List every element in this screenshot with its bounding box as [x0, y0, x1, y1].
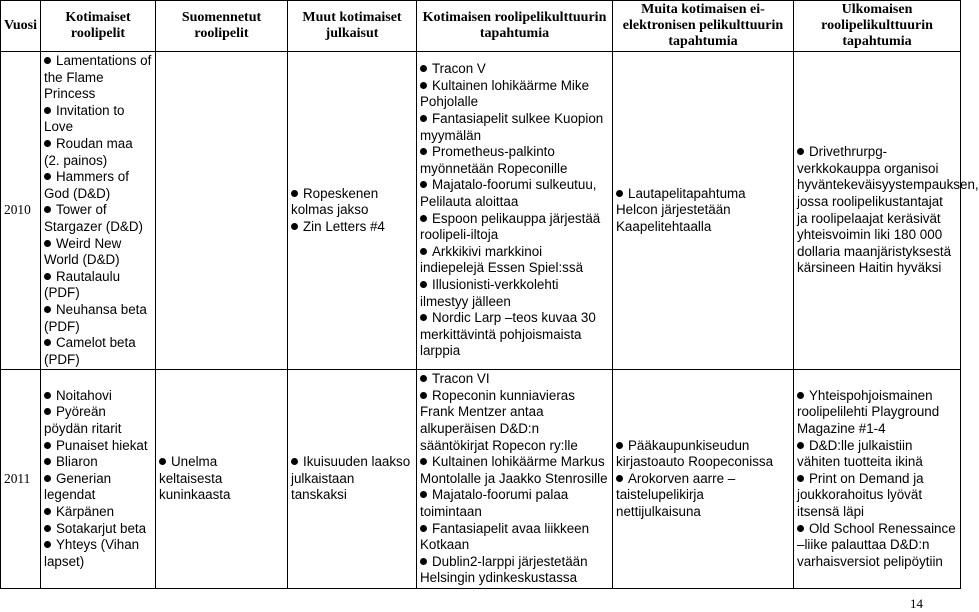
bullet-icon — [420, 148, 427, 155]
list-item — [44, 236, 152, 269]
list-item — [420, 177, 609, 210]
list-item — [291, 454, 413, 504]
list-item-text: Print on Demand ja joukkorahoitus lyövät itsensä läpi — [797, 470, 924, 520]
list-item — [44, 471, 152, 504]
list-item-text: Old School Renessaince –liike palauttaa D&D:n varhaisversiot pelipöytiin — [797, 520, 956, 569]
list-item — [420, 244, 609, 277]
bullet-icon — [44, 57, 51, 64]
list-item — [44, 269, 152, 302]
domestic-rpg-events-list — [420, 371, 609, 587]
list-item — [44, 388, 152, 405]
list-item — [44, 504, 152, 521]
bullet-icon — [420, 115, 427, 122]
bullet-icon — [44, 240, 51, 247]
bullet-icon — [44, 475, 51, 482]
bullet-icon — [420, 181, 427, 188]
header-translated-rpgs: Suomennetut roolipelit — [156, 1, 288, 52]
list-item — [616, 186, 790, 236]
list-item-text: Lautapelitapahtuma Helcon järjestetään Kaapelitehtaalla — [616, 185, 746, 234]
bullet-icon — [44, 107, 51, 114]
bullet-icon — [44, 541, 51, 548]
list-item — [44, 103, 152, 136]
other-publications-list — [291, 454, 413, 504]
list-item — [420, 144, 609, 177]
list-item-text: Dublin2-larppi järjestetään Helsingin ydinkeskustassa — [420, 553, 588, 586]
domestic-rpgs-cell — [41, 370, 156, 589]
bullet-icon — [420, 491, 427, 498]
bullet-icon — [44, 458, 51, 465]
list-item-text: Majatalo-foorumi sulkeutuu, Pelilauta aloittaa — [420, 177, 597, 210]
other-publications-list — [291, 186, 413, 236]
bullet-icon — [420, 215, 427, 222]
list-item — [44, 169, 152, 202]
bullet-icon — [797, 442, 804, 449]
table-row — [1, 370, 961, 589]
bullet-icon — [420, 458, 427, 465]
bullet-icon — [420, 65, 427, 72]
bullet-icon — [616, 442, 623, 449]
list-item — [420, 554, 609, 587]
bullet-icon — [44, 392, 51, 399]
bullet-icon — [420, 375, 427, 382]
list-item — [420, 111, 609, 144]
bullet-icon — [291, 190, 298, 197]
header-domestic-rpgs: Kotimaiset roolipelit — [41, 1, 156, 52]
other-domestic-events-cell — [613, 370, 794, 589]
list-item-text: Rautalaulu (PDF) — [44, 268, 121, 301]
bullet-icon — [44, 442, 51, 449]
list-item — [44, 302, 152, 335]
other-domestic-events-cell — [613, 52, 794, 370]
bullet-icon — [44, 306, 51, 313]
header-domestic-rpg-events: Kotimaisen roolipelikulttuurin tapahtumia — [417, 1, 613, 52]
list-item-text: Ropeconin kunniavieras Frank Mentzer antaa alkuperäisen D&D:n sääntökirjat Ropecon ry:lle — [420, 387, 578, 453]
list-item — [420, 521, 609, 554]
year-cell: 2011 — [1, 370, 41, 589]
bullet-icon — [291, 223, 298, 230]
translated-rpgs-cell — [156, 370, 288, 589]
list-item-text: Kärpänen — [56, 504, 115, 520]
list-item-text: Illusionisti-verkkolehti ilmestyy jälleen — [420, 277, 559, 309]
bullet-icon — [44, 273, 51, 280]
list-item-text: Fantasiapelit sulkee Kuopion myymälän — [420, 111, 604, 143]
header-other-publications: Muut kotimaiset julkaisut — [288, 1, 417, 52]
list-item-text: Nordic Larp –teos kuvaa 30 merkittävintä pohjoismaista larppia — [420, 310, 596, 359]
bullet-icon — [44, 339, 51, 346]
list-item-text: Tracon V — [432, 61, 486, 77]
header-other-domestic-events: Muita kotimaisen ei-elektronisen pelikulttuurin tapahtumia — [613, 1, 794, 52]
year-cell: 2010 — [1, 52, 41, 370]
list-item — [44, 202, 152, 235]
list-item — [420, 487, 609, 520]
list-item — [797, 388, 957, 438]
list-item-text: Ikuisuuden laakso julkaistaan tanskaksi — [291, 454, 411, 503]
translated-rpgs-list — [159, 454, 284, 504]
bullet-icon — [44, 525, 51, 532]
list-item-text: Generian legendat — [44, 470, 112, 503]
bullet-icon — [420, 314, 427, 321]
bullet-icon — [44, 206, 51, 213]
list-item — [44, 537, 152, 570]
list-item-text: Tracon VI — [432, 371, 490, 387]
foreign-events-cell — [794, 370, 961, 589]
list-item-text: Arkkikivi markkinoi indiepelejä Essen Spiel:ssä — [420, 243, 584, 276]
bullet-icon — [420, 392, 427, 399]
list-item-text: Invitation to Love — [44, 102, 125, 135]
bullet-icon — [797, 475, 804, 482]
header-foreign-events: Ulkomaisen roolipelikulttuurin tapahtumia — [794, 1, 961, 52]
list-item — [44, 454, 152, 471]
list-item-text: Unelma keltaisesta kuninkaasta — [159, 454, 231, 503]
list-item-text: Pyöreän pöydän ritarit — [44, 404, 122, 437]
list-item-text: Bliaron — [56, 454, 98, 470]
bullet-icon — [797, 148, 804, 155]
domestic-rpgs-list — [44, 53, 152, 368]
list-item — [420, 388, 609, 454]
list-item-text: Lamentations of the Flame Princess — [44, 53, 152, 102]
bullet-icon — [159, 458, 166, 465]
list-item-text: Ropeskenen kolmas jakso — [291, 185, 379, 218]
list-item — [159, 454, 284, 504]
list-item — [420, 211, 609, 244]
bullet-icon — [420, 525, 427, 532]
foreign-events-list — [797, 388, 957, 571]
list-item — [797, 144, 979, 277]
other-domestic-events-list — [616, 438, 790, 521]
list-item-text: Sotakarjut beta — [56, 520, 147, 536]
bullet-icon — [797, 392, 804, 399]
list-item — [44, 136, 152, 169]
foreign-events-cell — [794, 52, 979, 370]
list-item-text: Kultainen lohikäärme Mike Pohjolalle — [420, 77, 590, 110]
list-item — [420, 61, 609, 78]
list-item-text: Pääkaupunkiseudun kirjastoauto Roopeconissa — [616, 437, 774, 470]
translated-rpgs-cell — [156, 52, 288, 370]
bullet-icon — [420, 248, 427, 255]
list-item — [291, 219, 413, 236]
list-item — [616, 471, 790, 521]
list-item-text: Weird New World (D&D) — [44, 235, 122, 268]
domestic-rpgs-cell — [41, 52, 156, 370]
bullet-icon — [44, 173, 51, 180]
foreign-events-list — [797, 144, 979, 277]
bullet-icon — [616, 190, 623, 197]
list-item — [420, 454, 609, 487]
list-item-text: Hammers of God (D&D) — [44, 169, 129, 201]
list-item — [797, 471, 957, 521]
list-item-text: Roudan maa (2. painos) — [44, 135, 133, 168]
list-item — [44, 53, 152, 103]
list-item-text: Yhteispohjoismainen roolipelilehti Playground Magazine #1-4 — [797, 387, 940, 437]
list-item — [420, 310, 609, 360]
list-item-text: Zin Letters #4 — [303, 218, 385, 234]
bullet-icon — [44, 508, 51, 515]
list-item-text: Prometheus-palkinto myönnetään Ropeconille — [420, 144, 568, 176]
list-item — [420, 277, 609, 310]
domestic-rpg-events-cell — [417, 52, 613, 370]
list-item-text: D&D:lle julkaistiin vähiten tuotteita ikinä — [797, 437, 923, 470]
bullet-icon — [420, 558, 427, 565]
list-item — [797, 438, 957, 471]
list-item — [44, 335, 152, 368]
list-item — [44, 404, 152, 437]
list-item-text: Arokorven aarre – taistelupelikirja nettijulkaisuna — [616, 470, 736, 520]
bullet-icon — [291, 458, 298, 465]
list-item-text: Neuhansa beta (PDF) — [44, 301, 147, 334]
page-number: 14 — [910, 596, 923, 611]
table-row — [1, 52, 961, 370]
domestic-rpgs-list — [44, 388, 152, 571]
bullet-icon — [797, 525, 804, 532]
list-item-text: Espoon pelikauppa järjestää roolipeli-iltoja — [420, 210, 601, 243]
bullet-icon — [44, 408, 51, 415]
other-domestic-events-list — [616, 186, 790, 236]
bullet-icon — [420, 281, 427, 288]
bullet-icon — [44, 140, 51, 147]
list-item — [616, 438, 790, 471]
domestic-rpg-events-list — [420, 61, 609, 360]
list-item — [291, 186, 413, 219]
list-item-text: Punaiset hiekat — [56, 437, 148, 453]
list-item-text: Kultainen lohikäärme Markus Montolalle ja Jaakko Stenrosille — [420, 454, 608, 486]
header-row — [1, 1, 961, 52]
domestic-rpg-events-cell — [417, 370, 613, 589]
list-item-text: Fantasiapelit avaa liikkeen Kotkaan — [420, 520, 590, 553]
list-item-text: Tower of Stargazer (D&D) — [44, 202, 143, 234]
other-publications-cell — [288, 52, 417, 370]
bullet-icon — [616, 475, 623, 482]
list-item — [797, 521, 957, 571]
bullet-icon — [420, 82, 427, 89]
list-item-text: Majatalo-foorumi palaa toimintaan — [420, 487, 569, 520]
list-item-text: Camelot beta (PDF) — [44, 335, 136, 367]
list-item — [420, 371, 609, 388]
list-item — [44, 521, 152, 538]
list-item — [420, 78, 609, 111]
header-year: Vuosi — [1, 1, 41, 52]
list-item-text: Drivethrurpg-verkkokauppa organisoi hyväntekeväisyystempauksen, jossa roolipelikustantajat ja roolipelaajat keräsivät yhteisvoimin liki 180 000 dollaria maanjäristyksestä kärsineen Haitin hyväksi — [797, 144, 979, 276]
list-item-text: Yhteys (Vihan lapset) — [44, 537, 140, 569]
list-item — [44, 438, 152, 455]
list-item-text: Noitahovi — [56, 387, 112, 403]
other-publications-cell — [288, 370, 417, 589]
